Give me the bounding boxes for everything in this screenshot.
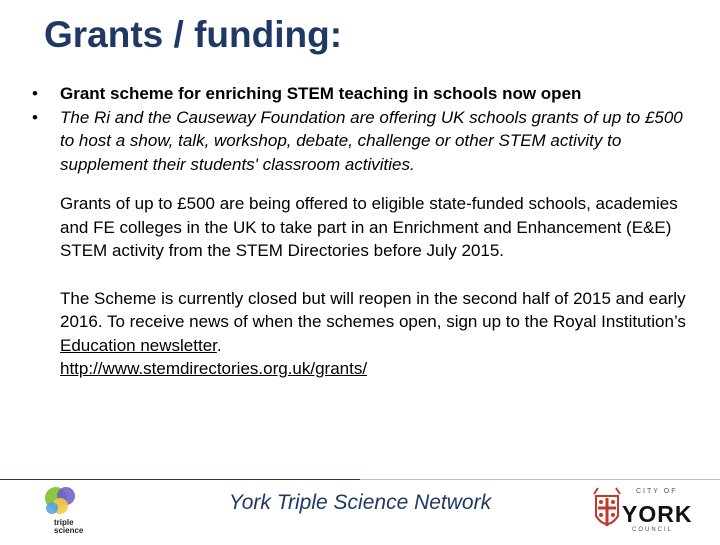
bullet-item-1	[28, 82, 688, 106]
city-of-york-logo	[592, 486, 692, 538]
slide-title: Grants / funding:	[44, 14, 343, 55]
triple-science-logo-text: triple science	[54, 518, 84, 535]
council-label: COUNCIL	[632, 527, 674, 533]
grants-paragraph: Grants of up to £500 are being offered to eligible state-funded schools, academies and FE colleges in the UK to take part in an Enrichment and Enhancement (E&E) STEM activity from the STEM Directories before July 2015.	[60, 194, 678, 260]
scheme-paragraph	[60, 287, 688, 381]
bullet-text: The Ri and the Causeway Foundation are offering UK schools grants of up to £500 to host a show, talk, workshop, debate, challenge or other STEM activity to supplement their students' classroom activities.	[60, 107, 683, 174]
footer-divider-accent	[0, 479, 360, 480]
scheme-period: .	[216, 335, 222, 355]
education-newsletter-link[interactable]: Education newsletter	[60, 335, 217, 355]
york-wordmark: YORK	[622, 501, 693, 527]
bullet-dot: •	[32, 107, 38, 127]
bullet-item-2	[28, 106, 688, 177]
city-of-label: CITY OF	[636, 488, 678, 495]
stem-directories-link[interactable]: http://www.stemdirectories.org.uk/grants/	[60, 359, 368, 378]
slide-body	[28, 82, 688, 381]
scheme-text: The Scheme is currently closed but will reopen in the second half of 2015 and early 2016. To receive news of when the schemes open, sign up to the Royal Institution’s	[60, 288, 686, 331]
footer-network-name: York Triple Science Network	[228, 491, 492, 514]
bullet-dot: •	[32, 84, 38, 103]
bullet-text: Grant scheme for enriching STEM teaching in schools now open	[60, 84, 582, 103]
